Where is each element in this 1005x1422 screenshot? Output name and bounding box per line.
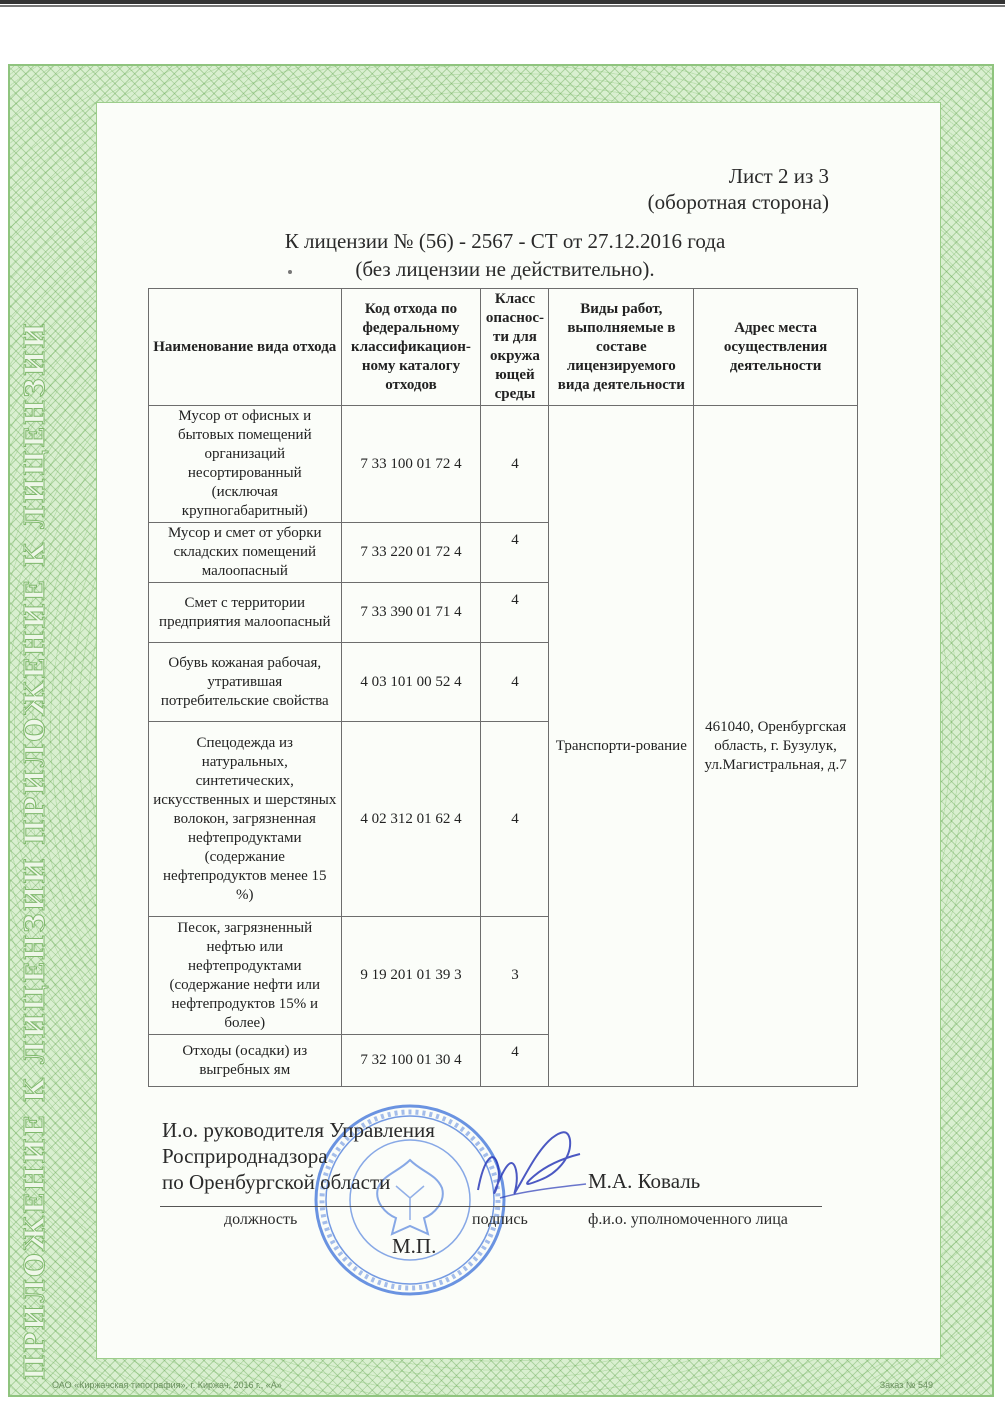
waste-code-cell: 7 33 100 01 72 4 — [341, 406, 481, 523]
signatory-name: М.А. Коваль — [588, 1169, 701, 1193]
header-address: Адрес места осуществления деятельности — [694, 289, 858, 406]
hazard-class-cell: 4 — [481, 722, 549, 917]
license-reference — [150, 227, 860, 283]
hazard-class-cell: 4 — [481, 406, 549, 523]
waste-name-cell: Мусор и смет от уборки складских помещений малоопасный — [149, 523, 342, 583]
caption-full-name: ф.и.о. уполномоченного лица — [588, 1211, 788, 1228]
table-row — [149, 406, 858, 523]
waste-name-cell: Смет с территории предприятия малоопасный — [149, 583, 342, 643]
waste-code-cell: 9 19 201 01 39 3 — [341, 917, 481, 1035]
printer-imprint: ОАО «Киржачская типография», г. Киржач, 2016 г., «А» — [52, 1380, 282, 1390]
caption-position: должность — [224, 1211, 298, 1228]
scan-top-edge — [0, 0, 1005, 8]
header-waste-code: Код отхода по федеральному классификацион-ному каталогу отходов — [341, 289, 481, 406]
signatory-title-line: по Оренбургской области — [162, 1170, 391, 1194]
hazard-class-cell: 4 — [481, 643, 549, 722]
sheet-number — [648, 163, 829, 215]
waste-name-cell: Песок, загрязненный нефтью или нефтепродуктами (содержание нефти или нефтепродуктов 15% и более) — [149, 917, 342, 1035]
side-band — [12, 90, 52, 1380]
waste-code-cell: 7 32 100 01 30 4 — [341, 1035, 481, 1087]
waste-code-cell: 7 33 220 01 72 4 — [341, 523, 481, 583]
work-type-cell: Транспорти-рование — [549, 406, 694, 1087]
signatory-title-line: И.о. руководителя Управления — [162, 1118, 435, 1142]
waste-code-cell: 4 03 101 00 52 4 — [341, 643, 481, 722]
print-mark — [288, 270, 292, 274]
header-waste-name: Наименование вида отхода — [149, 289, 342, 406]
hazard-class-cell: 4 — [481, 1035, 549, 1087]
signatory-title — [162, 1117, 435, 1195]
header-hazard-class: Класс опаснос-ти для окружа ющей среды — [481, 289, 549, 406]
license-validity-line: (без лицензии не действительно). — [355, 257, 655, 281]
waste-table — [148, 288, 858, 1087]
header-work-type: Виды работ, выполняемые в составе лицензируемого вида деятельности — [549, 289, 694, 406]
waste-name-cell: Отходы (осадки) из выгребных ям — [149, 1035, 342, 1087]
order-number: Заказ № 549 — [879, 1380, 933, 1390]
hazard-class-cell: 4 — [481, 523, 549, 583]
waste-code-cell: 7 33 390 01 71 4 — [341, 583, 481, 643]
side-band-text: ПРИЛОЖЕНИЕ К ЛИЦЕНЗИИ ПРИЛОЖЕНИЕ К ЛИЦЕНЗИИ — [20, 321, 51, 1380]
table-header-row — [149, 289, 858, 406]
hazard-class-cell: 4 — [481, 583, 549, 643]
waste-name-cell: Обувь кожаная рабочая, утратившая потребительские свойства — [149, 643, 342, 722]
seal-place-label: М.П. — [392, 1234, 437, 1258]
address-cell: 461040, Оренбургская область, г. Бузулук, ул.Магистральная, д.7 — [694, 406, 858, 1087]
signature-underline — [160, 1206, 822, 1207]
waste-name-cell: Мусор от офисных и бытовых помещений организаций несортированный (исключая крупногабаритный) — [149, 406, 342, 523]
sheet-number-line: Лист 2 из 3 — [728, 164, 829, 188]
license-number-line: К лицензии № (56) - 2567 - СТ от 27.12.2016 года — [284, 229, 726, 253]
caption-signature: подпись — [472, 1211, 528, 1228]
waste-name-cell: Спецодежда из натуральных, синтетических, искусственных и шерстяных волокон, загрязненная нефтепродуктами (содержание нефтепродуктов менее 15 %) — [149, 722, 342, 917]
waste-code-cell: 4 02 312 01 62 4 — [341, 722, 481, 917]
hazard-class-cell: 3 — [481, 917, 549, 1035]
sheet-side-line: (оборотная сторона) — [647, 190, 829, 214]
handwritten-signature — [460, 1118, 600, 1218]
signatory-title-line: Росприроднадзора — [162, 1144, 328, 1168]
